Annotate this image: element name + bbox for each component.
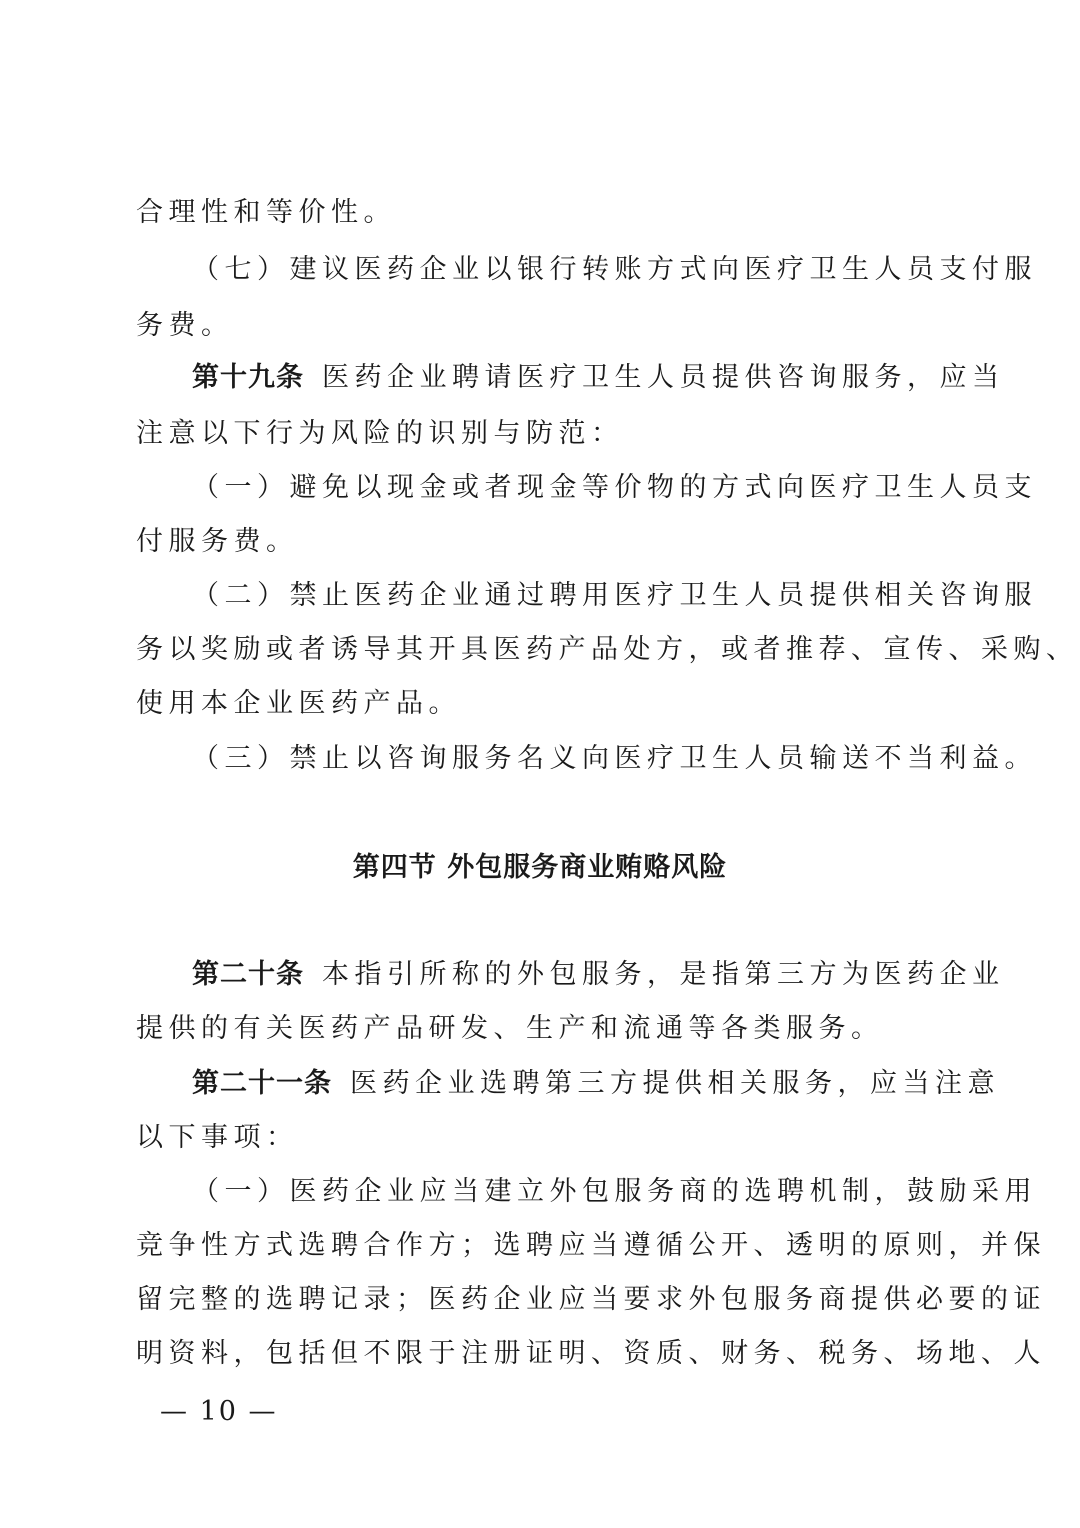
article-21-text: 医药企业选聘第三方提供相关服务，应当注意 [350, 1068, 1000, 1099]
paragraph-line: 使用本企业医药产品。 [136, 688, 461, 719]
paragraph-line: 以下事项： [136, 1122, 299, 1153]
article-20-text: 本指引所称的外包服务，是指第三方为医药企业 [322, 959, 1005, 990]
paragraph-line: 留完整的选聘记录；医药企业应当要求外包服务商提供必要的证 [136, 1284, 1046, 1315]
paragraph-line: （二）禁止医药企业通过聘用医疗卫生人员提供相关咨询服 [192, 580, 1037, 611]
paragraph-line: 合理性和等价性。 [136, 197, 396, 228]
paragraph-line: （三）禁止以咨询服务名义向医疗卫生人员输送不当利益。 [192, 743, 1037, 774]
article-20-label: 第二十条 [192, 959, 304, 990]
paragraph-line: （一）避免以现金或者现金等价物的方式向医疗卫生人员支 [192, 472, 1037, 503]
article-20-line [192, 955, 1005, 995]
paragraph-line: 注意以下行为风险的识别与防范： [136, 418, 624, 449]
paragraph-line: 明资料，包括但不限于注册证明、资质、财务、税务、场地、人 [136, 1338, 1046, 1369]
page-number: — 10 — [160, 1396, 278, 1427]
article-21-label: 第二十一条 [192, 1068, 332, 1099]
paragraph-line: 务以奖励或者诱导其开具医药产品处方，或者推荐、宣传、采购、 [136, 634, 1079, 665]
paragraph-line: （七）建议医药企业以银行转账方式向医疗卫生人员支付服 [192, 254, 1037, 285]
article-19-line [192, 358, 1005, 398]
article-19-text: 医药企业聘请医疗卫生人员提供咨询服务，应当 [322, 362, 1005, 393]
article-21-line [192, 1064, 1000, 1104]
paragraph-line: 竞争性方式选聘合作方；选聘应当遵循公开、透明的原则，并保 [136, 1230, 1046, 1261]
paragraph-line: 务费。 [136, 310, 234, 341]
section-heading: 第四节 外包服务商业贿赂风险 [352, 852, 728, 883]
paragraph-line: 提供的有关医药产品研发、生产和流通等各类服务。 [136, 1013, 884, 1044]
paragraph-line: （一）医药企业应当建立外包服务商的选聘机制，鼓励采用 [192, 1176, 1037, 1207]
article-19-label: 第十九条 [192, 362, 304, 393]
paragraph-line: 付服务费。 [136, 526, 299, 557]
